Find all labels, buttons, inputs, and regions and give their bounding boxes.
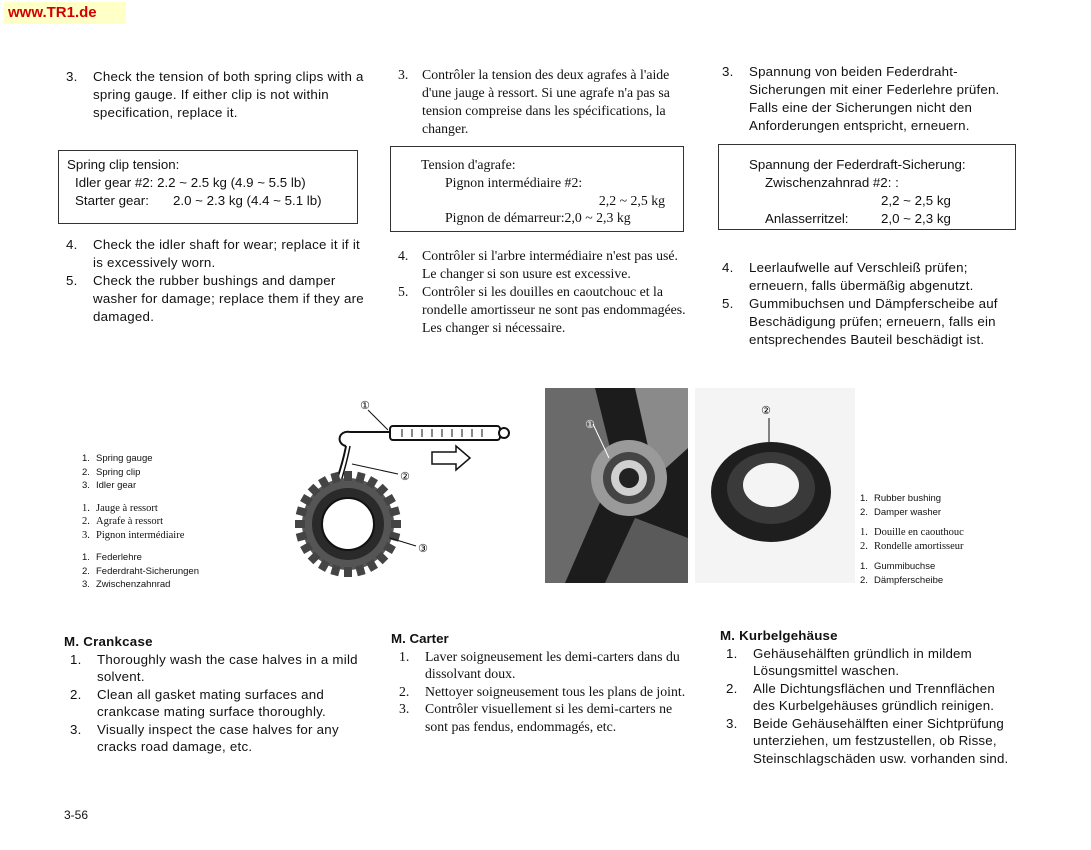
de-spec-title: Spannung der Federdraft-Sicherung: [749,157,966,172]
de-section-kurbelgehaeuse: M. Kurbelgehäuse 1. Gehäusehälften gründlich in mildem Lösungsmittel waschen. 2. Alle Dichtungsflächen und Trennflächen des Kurbelgehäuses gründlich reinigen. 3. Beide Gehäusehälften einer Sichtprüfung unterziehen, um festzustellen, ob Risse, Steinschlagschäden usw. vorhanden sind. [720,627,1020,767]
en-step-5-text: Check the rubber bushings and damper washer for damage; replace them if they are damaged. [93,273,364,324]
fr-step-4-number: 4. [398,248,409,263]
de-step-5-text: Gummibuchsen und Dämpferscheibe auf Beschädigung prüfen; erneuern, falls ein entsprechendes Bauteil beschädigt ist. [749,296,998,347]
legend-gummibuchse: Gummibuchse [874,561,936,572]
de-kurbel-step-2: Alle Dichtungsflächen und Trennflächen des Kurbelgehäuses gründlich reinigen. [753,680,995,713]
fr-spec-starter-value: 2,0 ~ 2,3 kg [564,210,631,225]
fr-section-title: M. Carter [391,631,449,646]
en-spec-starter-value: 2.0 ~ 2.3 kg (4.4 ~ 5.1 lb) [173,193,322,208]
fr-step-5-text: Contrôler si les douilles en caoutchouc et la rondelle amortisseur ne sont pas endommagées. Les changer si nécessaire. [422,284,686,335]
de-kurbel-step-1: Gehäusehälften gründlich in mildem Lösungsmittel waschen. [753,645,972,678]
legend-rondelle: Rondelle amortisseur [874,540,964,552]
fr-spec-starter-label: Pignon de démarreur: [445,210,565,225]
figure2-legend-fr: 1. Douille en caouthouc 2. Rondelle amortisseur [860,527,964,552]
de-step-4-number: 4. [722,260,734,275]
damper-washer-photo [695,388,855,583]
idler-gear-drawing [295,471,401,577]
fr-carter-step-1: Laver soigneusement les demi-carters dans du dissolvant doux. [425,648,680,681]
figure1-callout-2: ② [400,470,410,483]
page-number: 3-56 [64,808,89,822]
fr-step-3 [398,66,690,138]
spring-gauge-body [390,426,500,440]
de-spec-idler-label: Zwischenzahnrad #2: : [765,175,899,190]
en-section-title: M. Crankcase [64,634,153,649]
en-step-5-number: 5. [66,273,78,288]
fr-step-3-number: 3. [398,67,409,82]
figure1-legend-fr: 1. Jauge à ressort 2. Agrafe à ressort 3. Pignon intermédiaire [82,502,185,541]
fr-spec-title: Tension d'agrafe: [421,157,516,172]
en-crankcase-step-2: Clean all gasket mating surfaces and crankcase mating surface thoroughly. [97,686,327,719]
de-step-3 [722,63,1022,135]
en-step-3-number: 3. [66,69,78,84]
de-spec-idler-value: 2,2 ~ 2,5 kg [881,193,951,208]
figure1-callout-3: ③ [418,542,428,555]
legend-federdraht: Federdraht-Sicherungen [96,565,199,577]
fr-spec-idler-label: Pignon intermédiaire #2: [445,175,583,190]
pull-direction-arrow-icon [432,446,470,470]
de-spec-starter-value: 2,0 ~ 2,3 kg [881,211,951,226]
legend-pignon: Pignon intermédiaire [96,529,185,541]
en-step-4-number: 4. [66,237,78,252]
de-section-title: M. Kurbelgehäuse [720,628,838,643]
en-step-4-text: Check the idler shaft for wear; replace it if it is excessively worn. [93,237,360,270]
legend-douille: Douille en caouthouc [874,527,964,538]
figure1-legend-en: 1. Spring gauge 2. Spring clip 3. Idler gear [82,453,153,491]
en-crankcase-step-1: Thoroughly wash the case halves in a mild solvent. [97,651,358,684]
en-crankcase-step-3: Visually inspect the case halves for any cracks road damage, etc. [97,721,339,754]
legend-federlehre: Federlehre [96,552,142,563]
fr-step-4-text: Contrôler si l'arbre intermédiaire n'est pas usé. Le changer si son usure est excessive. [422,248,678,281]
fr-carter-step-3: Contrôler visuellement si les demi-carters ne sont pas fendus, endommagés, etc. [425,701,673,734]
legend-daempferscheibe: Dämpferscheibe [874,574,944,586]
de-kurbel-step-3: Beide Gehäusehälften einer Sichtprüfung unterziehen, um festzustellen, ob Risse, Steinschlagschäden usw. vorhanden sind. [753,715,1009,766]
fr-section-carter: M. Carter 1. Laver soigneusement les demi-carters dans du dissolvant doux. 2. Nettoyer soigneusement tous les plans de joint. 3. Contrôler visuellement si les demi-carters ne sont pas fendus, endommagés, etc. [391,630,691,735]
legend-idler-gear: Idler gear [96,480,137,491]
en-spec-title: Spring clip tension: [67,157,180,172]
figure2-callout-1: ① [585,418,595,431]
legend-rubber-bushing: Rubber bushing [874,493,942,504]
fr-steps-4-5 [398,247,690,337]
en-step-3 [66,68,366,122]
en-steps-4-5 [66,236,366,326]
en-spec-row-starter [75,192,322,210]
de-spec-row-starter [765,210,951,228]
legend-damper-washer: Damper washer [874,506,942,518]
fr-step-3-text: Contrôler la tension des deux agrafes à l'aide d'une jauge à ressort. Si une agrafe n'a pas sa tension compreise dans les spécifications, la changer. [422,67,670,136]
spring-gauge-illustration [220,388,520,588]
de-step-3-number: 3. [722,64,734,79]
de-step-5-number: 5. [722,296,734,311]
legend-jauge: Jauge à ressort [96,502,158,514]
fr-carter-step-2: Nettoyer soigneusement tous les plans de joint. [425,683,686,699]
de-step-3-text: Spannung von beiden Federdraht-Sicherungen mit einer Federlehre prüfen. Falls eine der Sicherungen nicht den Anforderungen entspricht, erneuern. [749,64,1000,133]
legend-spring-clip: Spring clip [96,466,141,478]
fr-spec-box [390,146,684,232]
en-step-3-text: Check the tension of both spring clips with a spring gauge. If either clip is not within specification, replace it. [93,69,364,120]
figure2-legend-en: 1. Rubber bushing 2. Damper washer [860,493,942,518]
figure1-callout-1: ① [360,399,370,412]
en-spec-starter-label: Starter gear: [75,193,149,208]
de-spec-starter-label: Anlasserritzel: [765,211,849,226]
fr-spec-row-starter [445,209,631,227]
site-url-banner[interactable]: www.TR1.de [4,2,126,24]
en-spec-idler-label: Idler gear #2: [75,175,154,190]
de-step-4-text: Leerlaufwelle auf Verschleiß prüfen; erneuern, falls übermäßig abgenutzt. [749,260,974,293]
figure1-legend [82,452,222,592]
figure2-callout-2: ② [761,404,771,417]
rubber-bushing-photo [545,388,688,583]
figure2-legend-de: 1. Gummibuchse 2. Dämpferscheibe [860,561,944,586]
en-spec-idler-value: 2.2 ~ 2.5 kg (4.9 ~ 5.5 lb) [157,175,306,190]
en-spec-box [58,150,358,224]
legend-spring-gauge: Spring gauge [96,453,153,464]
fr-spec-idler-value: 2,2 ~ 2,5 kg [598,193,665,208]
legend-zwischenzahnrad: Zwischenzahnrad [96,579,171,590]
en-section-crankcase: M. Crankcase 1. Thoroughly wash the case halves in a mild solvent. 2. Clean all gasket mating surfaces and crankcase mating surface thoroughly. 3. Visually inspect the case halves for any cracks road damage, etc. [64,633,364,756]
en-spec-row-idler [75,174,306,192]
de-spec-box [718,144,1016,230]
legend-agrafe: Agrafe à ressort [96,516,164,527]
de-steps-4-5 [722,259,1022,349]
figure2-legend [860,492,1010,587]
figure1-legend-de: 1. Federlehre 2. Federdraht-Sicherungen 3. Zwischenzahnrad [82,552,199,590]
fr-step-5-number: 5. [398,284,409,299]
